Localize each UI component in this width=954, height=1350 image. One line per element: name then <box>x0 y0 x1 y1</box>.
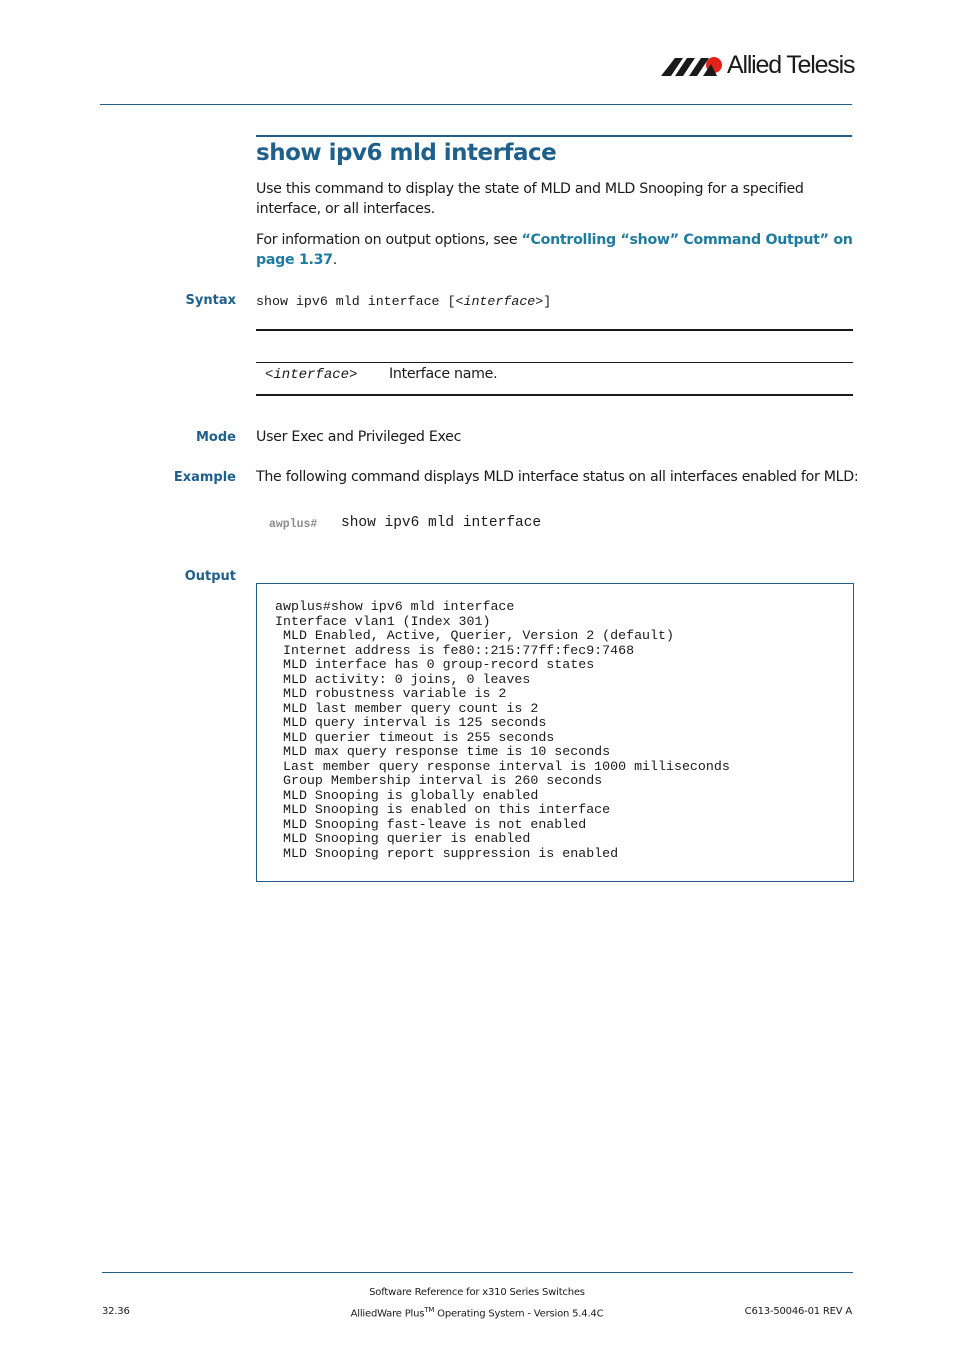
syntax-line <box>256 294 551 309</box>
parameter-description: Interface name. <box>389 366 498 382</box>
output-line: awplus#show ipv6 mld interface <box>275 599 515 614</box>
output-line: MLD Snooping querier is enabled <box>275 831 531 846</box>
parameter-name: <interface> <box>265 367 358 383</box>
example-label: Example <box>173 470 236 485</box>
footer-rule <box>102 1272 853 1273</box>
command-description: Use this command to display the state of MLD and MLD Snooping for a specified interface, or all interfaces. <box>256 181 804 217</box>
table-bottom-rule <box>256 394 853 396</box>
output-line: MLD last member query count is 2 <box>275 700 539 716</box>
output-line: Internet address is fe80::215:77ff:fec9:7468 <box>275 642 635 658</box>
output-line: Group Membership interval is 260 seconds <box>275 773 603 788</box>
mode-label: Mode <box>196 430 236 445</box>
syntax-after: >] <box>535 294 552 309</box>
logo-mark-icon <box>661 54 725 80</box>
info-suffix: . <box>332 251 337 268</box>
syntax-label: Syntax <box>185 293 236 308</box>
logo-text: Allied Telesis <box>727 51 855 79</box>
table-top-rule <box>256 329 853 331</box>
output-line: MLD Snooping is globally enabled <box>275 787 539 803</box>
document-id: C613-50046-01 REV A <box>744 1306 852 1317</box>
title-rule <box>256 135 852 137</box>
page-title: show ipv6 mld interface <box>256 140 557 166</box>
footer-title: Software Reference for x310 Series Switches <box>369 1287 585 1298</box>
output-options-link[interactable]: “Controlling “show” Command Output” on page 1.37 <box>256 232 853 268</box>
syntax-param: interface <box>463 294 536 309</box>
example-prompt: awplus# <box>269 518 318 531</box>
output-line: MLD robustness variable is 2 <box>275 686 507 701</box>
output-line: MLD Snooping is enabled on this interface <box>275 802 611 817</box>
allied-telesis-logo <box>661 50 856 82</box>
output-line: MLD interface has 0 group-record states <box>275 657 595 672</box>
output-line: MLD query interval is 125 seconds <box>275 715 547 730</box>
output-line: MLD activity: 0 joins, 0 leaves <box>275 671 531 687</box>
output-line: Interface vlan1 (Index 301) <box>275 613 491 629</box>
info-paragraph <box>256 231 856 270</box>
example-text: The following command displays MLD interface status on all interfaces enabled for MLD: <box>256 469 859 485</box>
footer-version: AlliedWare Plus™ Operating System - Version 5.4.4C <box>350 1306 604 1320</box>
output-label: Output <box>184 569 236 584</box>
example-command: show ipv6 mld interface <box>341 515 542 531</box>
info-prefix: For information on output options, see <box>256 232 522 248</box>
header-rule <box>100 104 852 105</box>
output-line: MLD Enabled, Active, Querier, Version 2 (default) <box>275 628 674 643</box>
output-line: Last member query response interval is 1000 milliseconds <box>275 758 730 774</box>
page-number: 32.36 <box>102 1306 130 1317</box>
mode-text: User Exec and Privileged Exec <box>256 429 462 445</box>
output-box <box>256 583 854 882</box>
output-line: MLD Snooping fast-leave is not enabled <box>275 816 587 832</box>
table-header-rule <box>256 362 853 363</box>
output-line: MLD Snooping report suppression is enabled <box>275 845 619 861</box>
output-line: MLD max query response time is 10 seconds <box>275 744 611 759</box>
syntax-before: show ipv6 mld interface [< <box>256 294 464 309</box>
output-line: MLD querier timeout is 255 seconds <box>275 729 555 745</box>
